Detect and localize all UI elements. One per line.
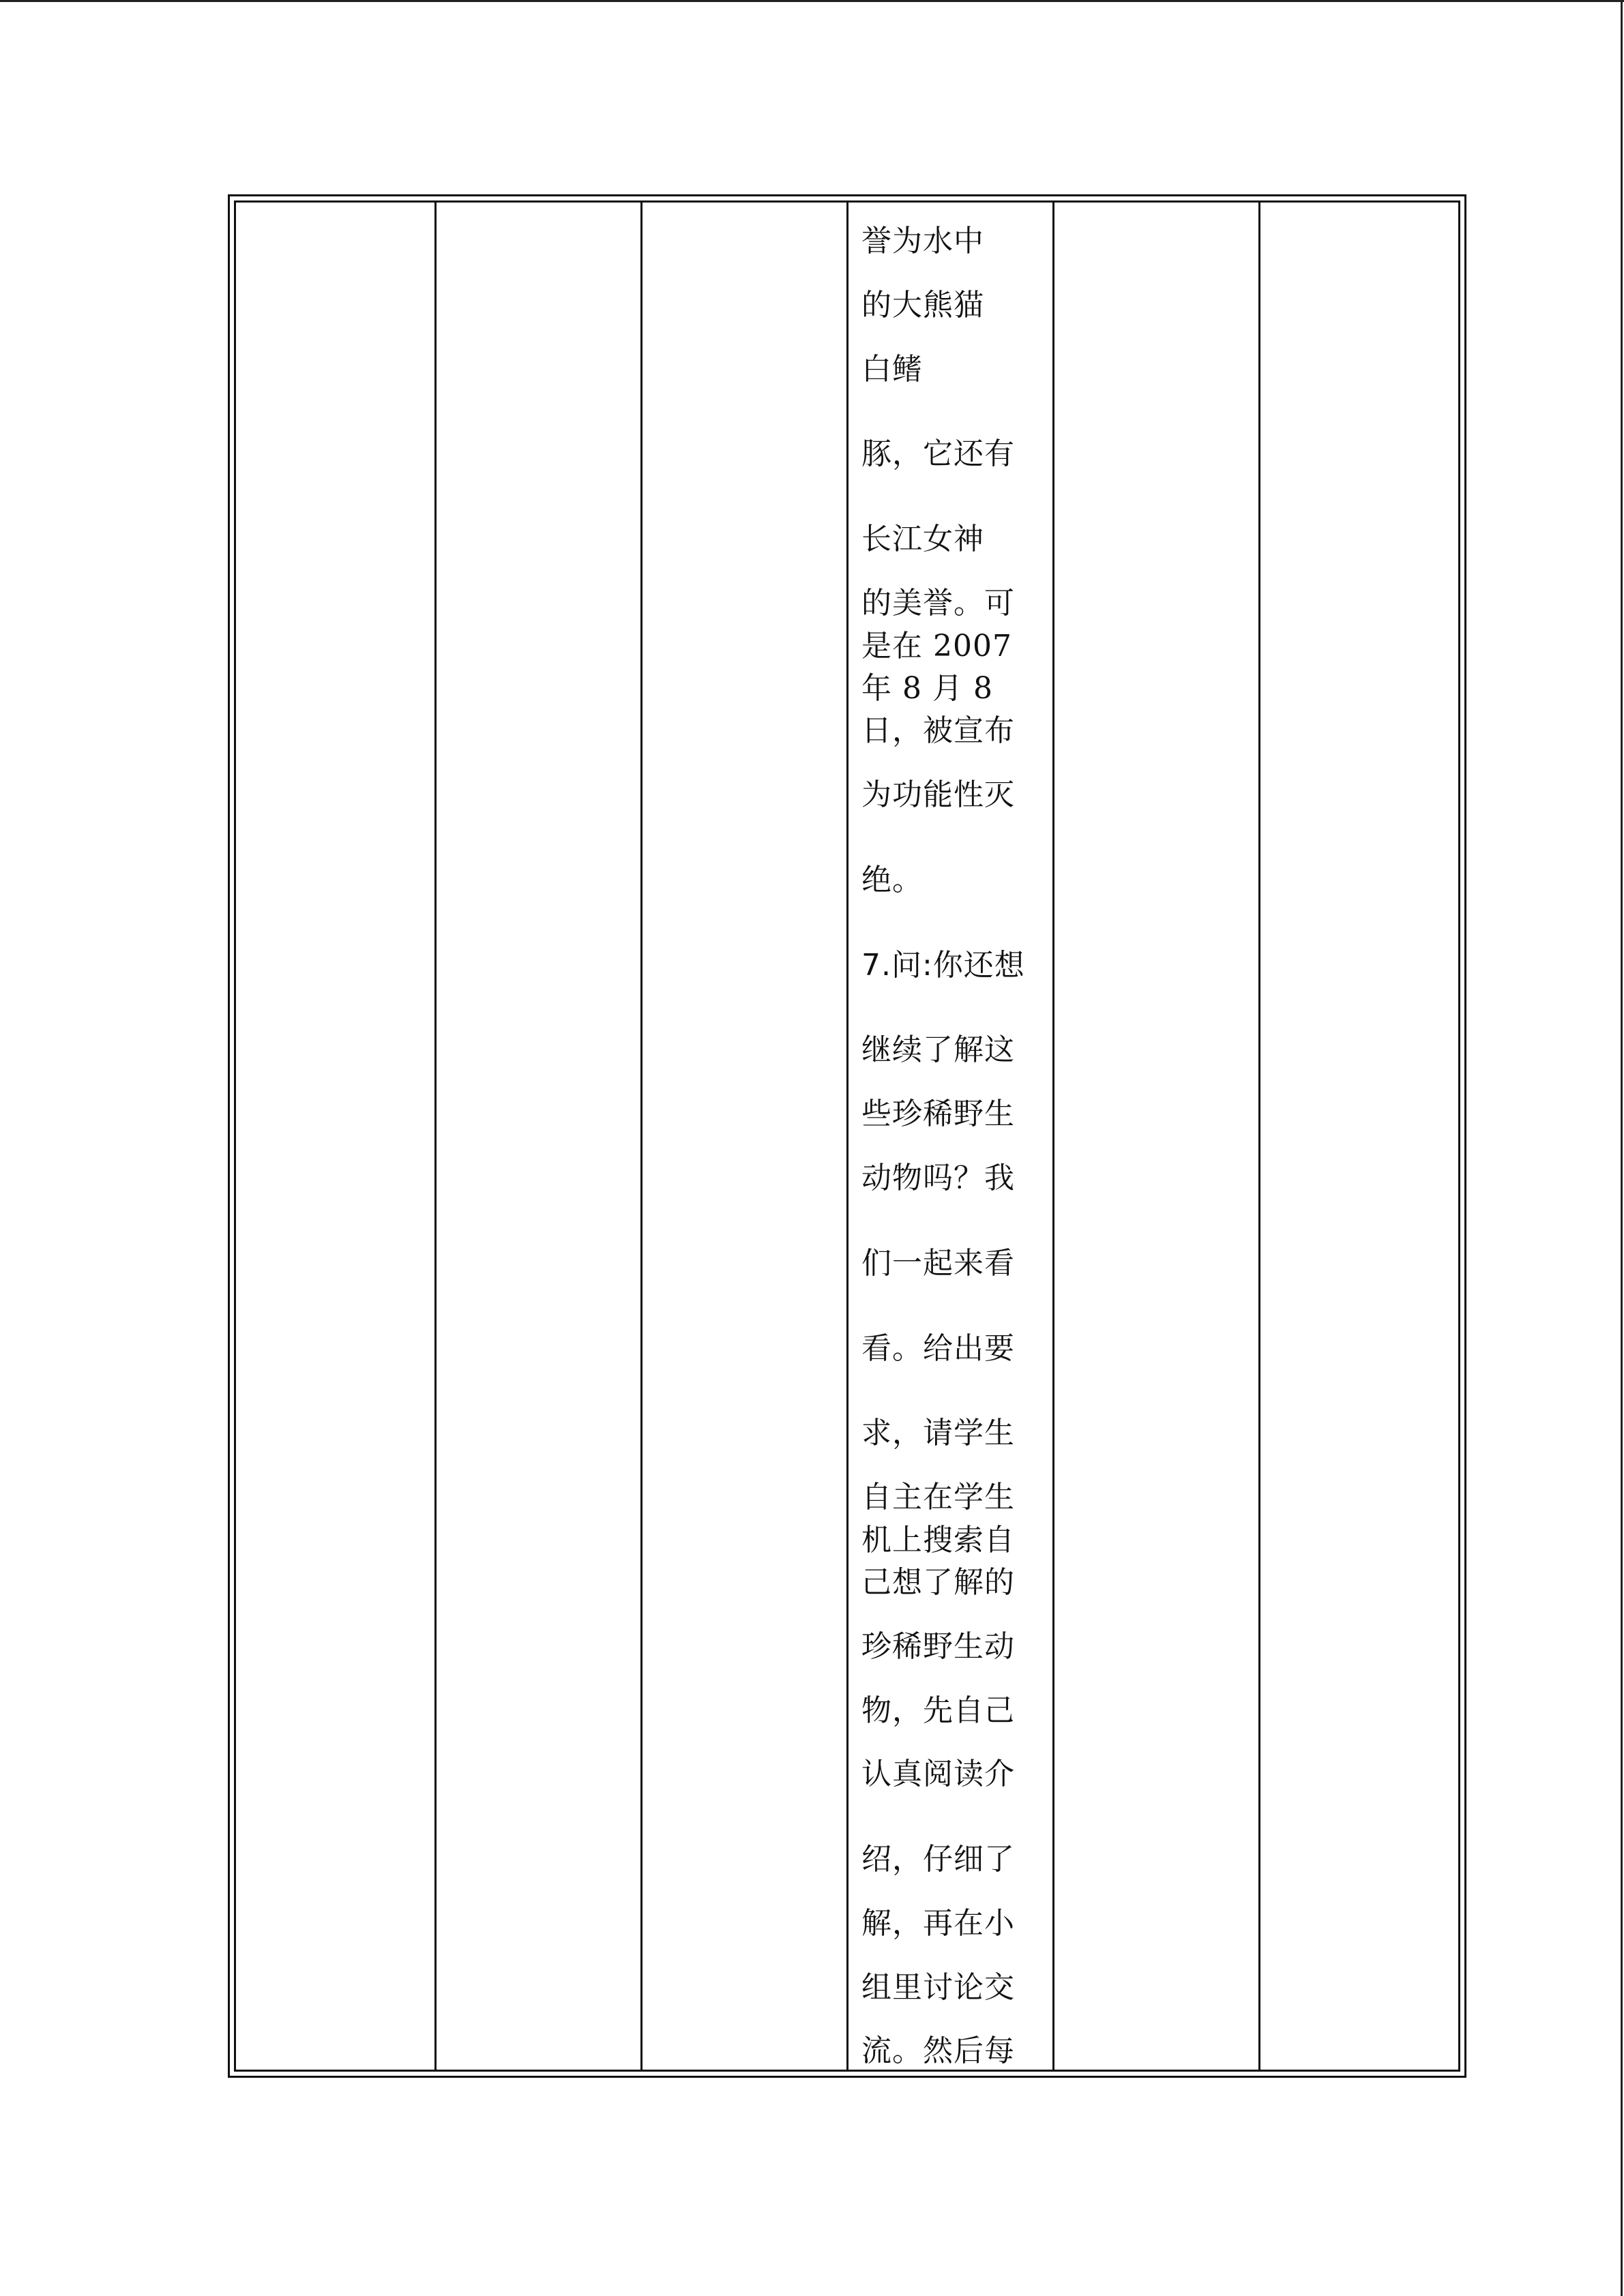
column-divider [434,200,437,2072]
column-divider [640,200,643,2072]
cell-line: 绍，仔细了 [861,1842,1015,1877]
cell-line: 些珍稀野生 [861,1097,1015,1131]
cell-line: 们一起来看 [861,1246,1015,1281]
cell-line: 机上搜索自 [861,1523,1015,1557]
cell-line: 物，先自己 [861,1693,1015,1728]
column-divider [1258,200,1260,2072]
cell-line: 是在 2007 [861,629,1012,664]
page-top-edge [0,0,1624,2]
cell-line: 的美誉。可 [861,586,1015,621]
cell-line: 组里讨论交 [861,1970,1015,2005]
column-divider [1052,200,1054,2072]
cell-line: 的大熊猫 [861,288,984,323]
cell-line: 绝。 [861,863,923,897]
cell-line: 继续了解这 [861,1032,1015,1067]
cell-line: 豚，它还有 [861,436,1015,471]
cell-line: 珍稀野生动 [861,1629,1015,1664]
cell-line: 白鳍 [861,352,923,387]
cell-line: 日，被宣布 [861,713,1015,748]
cell-line: 长江女神 [861,522,984,556]
cell-line: 自主在学生 [861,1480,1015,1515]
cell-line: 为功能性灭 [861,777,1015,812]
cell-line: 看。给出要 [861,1331,1015,1366]
column-divider [846,200,848,2072]
cell-line: 认真阅读介 [861,1757,1015,1791]
cell-line: 动物吗？我 [861,1161,1015,1195]
cell-line: 求，请学生 [861,1416,1015,1450]
cell-line: 誉为水中 [861,224,984,258]
cell-line: 年 8 月 8 [861,671,993,706]
cell-line: 流。然后每 [861,2033,1015,2068]
cell-line: 解，再在小 [861,1906,1015,1941]
cell-line: 7.问:你还想 [861,948,1025,983]
cell-line: 己想了解的 [861,1565,1015,1600]
page-right-edge [1621,0,1623,2296]
